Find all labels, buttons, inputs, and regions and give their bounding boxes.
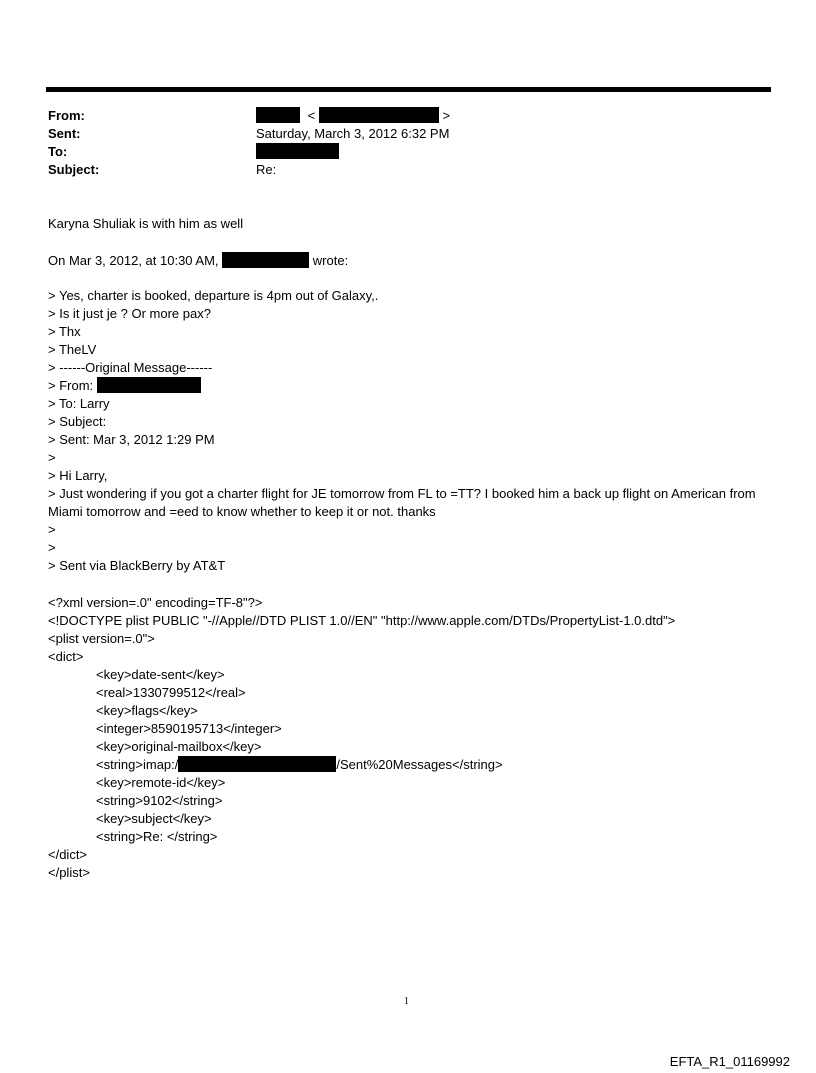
body-line: Karyna Shuliak is with him as well [48, 216, 244, 231]
quote-line: > Is it just je ? Or more pax? [48, 306, 211, 321]
quote-line: > TheLV [48, 342, 97, 357]
quote-line: > To: Larry [48, 396, 110, 411]
plist-line: <?xml version=.0" encoding=TF-8"?> [48, 595, 263, 610]
subject-label: Subject: [48, 162, 100, 177]
on-wrote-line: On Mar 3, 2012, at 10:30 AM, wrote: [48, 253, 349, 268]
quote-line: > Yes, charter is booked, departure is 4pm out of Galaxy,. [48, 288, 379, 303]
plist-line: </plist> [48, 865, 90, 880]
quote-line: > [48, 450, 56, 465]
to-value [256, 143, 339, 161]
redaction [319, 107, 439, 123]
plist-line: <integer>8590195713</integer> [96, 721, 282, 736]
plist-line: </dict> [48, 847, 88, 862]
from-label: From: [48, 108, 85, 123]
redaction [256, 143, 339, 159]
quote-line: > Subject: [48, 414, 107, 429]
quote-line: > [48, 522, 56, 537]
quote-line: > Sent: Mar 3, 2012 1:29 PM [48, 432, 215, 447]
subject-value: Re: [256, 162, 277, 177]
plist-line: <real>1330799512</real> [96, 685, 246, 700]
plist-line: <!DOCTYPE plist PUBLIC "-//Apple//DTD PLIST 1.0//EN" "http://www.apple.com/DTDs/PropertyList-1.0.dtd"> [48, 613, 676, 628]
quote-line: > ------Original Message------ [48, 360, 213, 375]
redaction [222, 252, 309, 268]
from-value: < > [256, 107, 450, 125]
plist-line: <key>subject</key> [96, 811, 212, 826]
to-label: To: [48, 144, 68, 159]
redaction [178, 756, 336, 772]
sent-label: Sent: [48, 126, 81, 141]
plist-line: <string>Re: </string> [96, 829, 218, 844]
plist-line: <string>9102</string> [96, 793, 223, 808]
quote-line: > [48, 540, 56, 555]
plist-line: <key>remote-id</key> [96, 775, 226, 790]
plist-line: <dict> [48, 649, 84, 664]
quote-paragraph: > Just wondering if you got a charter flight for JE tomorrow from FL to =TT? I booked him a back up flight on American from Miami tomorrow and =eed to know whether to keep it or not. thanks [48, 486, 756, 519]
plist-imap-line: <string>imap:/ /Sent%20Messages</string> [96, 757, 503, 772]
plist-line: <key>date-sent</key> [96, 667, 225, 682]
document-id: EFTA_R1_01169992 [669, 1054, 790, 1069]
header-rule [46, 87, 771, 92]
plist-line: <plist version=.0"> [48, 631, 155, 646]
page-number: 1 [404, 996, 409, 1007]
quote-line: > Thx [48, 324, 81, 339]
redaction [97, 377, 201, 393]
quote-from-line: > From: [48, 377, 201, 395]
sent-value: Saturday, March 3, 2012 6:32 PM [256, 126, 450, 141]
redaction [256, 107, 300, 123]
quote-line: > Sent via BlackBerry by AT&T [48, 558, 226, 573]
plist-line: <key>original-mailbox</key> [96, 739, 262, 754]
plist-line: <key>flags</key> [96, 703, 198, 718]
quote-line: > Hi Larry, [48, 468, 108, 483]
